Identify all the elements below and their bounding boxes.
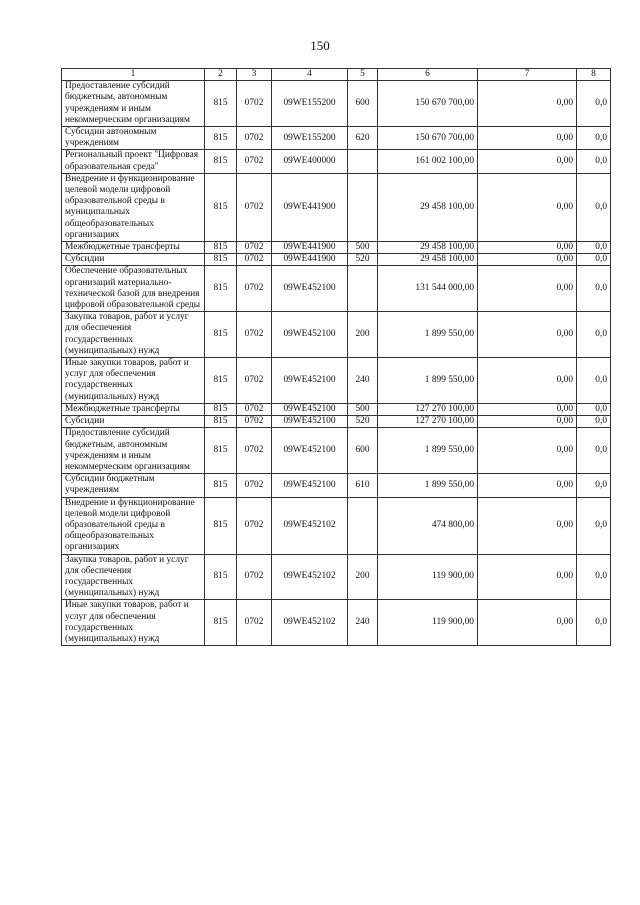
expense-type-cell: 240 [348,600,378,646]
amount-col7-cell: 0,00 [478,428,577,474]
page-number: 150 [310,38,330,53]
admin-code-cell: 815 [205,600,237,646]
amount-col8-cell: 0,0 [577,600,611,646]
amount-col7-cell: 0,00 [478,358,577,404]
header-cell: 7 [478,69,577,81]
expense-type-cell [348,173,378,241]
amount-col7-cell: 0,00 [478,127,577,150]
header-cell: 1 [62,69,205,81]
amount-col8-cell: 0,0 [577,173,611,241]
section-code-cell: 0702 [237,127,272,150]
section-code-cell: 0702 [237,173,272,241]
amount-col8-cell: 0,0 [577,312,611,358]
target-article-cell: 09WE452100 [272,428,348,474]
expense-type-cell: 520 [348,254,378,266]
section-code-cell: 0702 [237,416,272,428]
expense-type-cell [348,266,378,312]
target-article-cell: 09WE441900 [272,254,348,266]
admin-code-cell: 815 [205,150,237,173]
amount-col8-cell: 0,0 [577,266,611,312]
target-article-cell: 09WE452102 [272,600,348,646]
header-cell: 6 [378,69,478,81]
section-code-cell: 0702 [237,266,272,312]
row-name-cell: Межбюджетные трансферты [62,242,205,254]
admin-code-cell: 815 [205,81,237,127]
expense-type-cell: 610 [348,474,378,497]
expense-type-cell [348,497,378,554]
amount-col8-cell: 0,0 [577,416,611,428]
expense-type-cell: 200 [348,554,378,600]
header-cell: 3 [237,69,272,81]
section-code-cell: 0702 [237,497,272,554]
amount-cell: 1 899 550,00 [378,312,478,358]
amount-col8-cell: 0,0 [577,403,611,415]
admin-code-cell: 815 [205,266,237,312]
budget-table [61,68,611,646]
amount-col8-cell: 0,0 [577,428,611,474]
table-body [62,81,611,646]
amount-col7-cell: 0,00 [478,312,577,358]
target-article-cell: 09WE441900 [272,173,348,241]
amount-cell: 29 458 100,00 [378,254,478,266]
amount-cell: 474 800,00 [378,497,478,554]
amount-col7-cell: 0,00 [478,416,577,428]
row-name-cell: Региональный проект "Цифровая образовательная среда" [62,150,205,173]
target-article-cell: 09WE155200 [272,127,348,150]
amount-col8-cell: 0,0 [577,242,611,254]
table-row [62,416,611,428]
row-name-cell: Субсидии бюджетным учреждениям [62,474,205,497]
header-cell: 2 [205,69,237,81]
table-row [62,266,611,312]
table-row [62,254,611,266]
amount-col7-cell: 0,00 [478,150,577,173]
amount-col8-cell: 0,0 [577,127,611,150]
amount-col8-cell: 0,0 [577,81,611,127]
section-code-cell: 0702 [237,312,272,358]
expense-type-cell: 200 [348,312,378,358]
amount-col8-cell: 0,0 [577,254,611,266]
section-code-cell: 0702 [237,403,272,415]
amount-col8-cell: 0,0 [577,554,611,600]
table-row [62,403,611,415]
section-code-cell: 0702 [237,254,272,266]
target-article-cell: 09WE441900 [272,242,348,254]
amount-cell: 127 270 100,00 [378,403,478,415]
amount-cell: 1 899 550,00 [378,358,478,404]
row-name-cell: Предоставление субсидий бюджетным, автономным учреждениям и иным некоммерческим организациям [62,428,205,474]
amount-col8-cell: 0,0 [577,497,611,554]
table-row [62,127,611,150]
amount-col8-cell: 0,0 [577,474,611,497]
amount-cell: 127 270 100,00 [378,416,478,428]
expense-type-cell: 500 [348,242,378,254]
admin-code-cell: 815 [205,474,237,497]
row-name-cell: Иные закупки товаров, работ и услуг для обеспечения государственных (муниципальных) нужд [62,358,205,404]
section-code-cell: 0702 [237,358,272,404]
target-article-cell: 09WE452102 [272,497,348,554]
amount-col7-cell: 0,00 [478,403,577,415]
admin-code-cell: 815 [205,497,237,554]
section-code-cell: 0702 [237,554,272,600]
row-name-cell: Межбюджетные трансферты [62,403,205,415]
table-row [62,474,611,497]
section-code-cell: 0702 [237,600,272,646]
amount-col7-cell: 0,00 [478,242,577,254]
section-code-cell: 0702 [237,428,272,474]
section-code-cell: 0702 [237,150,272,173]
amount-cell: 29 458 100,00 [378,173,478,241]
amount-cell: 150 670 700,00 [378,81,478,127]
amount-cell: 1 899 550,00 [378,428,478,474]
amount-col7-cell: 0,00 [478,474,577,497]
table-row [62,242,611,254]
table-row [62,150,611,173]
amount-col8-cell: 0,0 [577,358,611,404]
table-row [62,428,611,474]
amount-cell: 150 670 700,00 [378,127,478,150]
target-article-cell: 09WE452100 [272,358,348,404]
row-name-cell: Иные закупки товаров, работ и услуг для обеспечения государственных (муниципальных) нужд [62,600,205,646]
table-header-row [62,69,611,81]
admin-code-cell: 815 [205,242,237,254]
admin-code-cell: 815 [205,416,237,428]
expense-type-cell [348,150,378,173]
row-name-cell: Предоставление субсидий бюджетным, автономным учреждениям и иным некоммерческим организациям [62,81,205,127]
section-code-cell: 0702 [237,474,272,497]
amount-col8-cell: 0,0 [577,150,611,173]
amount-col7-cell: 0,00 [478,81,577,127]
row-name-cell: Субсидии [62,254,205,266]
amount-cell: 131 544 000,00 [378,266,478,312]
amount-col7-cell: 0,00 [478,173,577,241]
amount-col7-cell: 0,00 [478,600,577,646]
expense-type-cell: 500 [348,403,378,415]
table-row [62,173,611,241]
amount-cell: 29 458 100,00 [378,242,478,254]
admin-code-cell: 815 [205,312,237,358]
target-article-cell: 09WE452100 [272,474,348,497]
amount-cell: 1 899 550,00 [378,474,478,497]
section-code-cell: 0702 [237,81,272,127]
amount-col7-cell: 0,00 [478,554,577,600]
target-article-cell: 09WE452100 [272,266,348,312]
admin-code-cell: 815 [205,173,237,241]
header-cell: 5 [348,69,378,81]
amount-col7-cell: 0,00 [478,266,577,312]
row-name-cell: Закупка товаров, работ и услуг для обеспечения государственных (муниципальных) нужд [62,312,205,358]
expense-type-cell: 600 [348,428,378,474]
amount-cell: 119 900,00 [378,554,478,600]
expense-type-cell: 240 [348,358,378,404]
amount-cell: 119 900,00 [378,600,478,646]
row-name-cell: Обеспечение образовательных организаций материально-технической базой для внедрения цифровой образовательной среды [62,266,205,312]
target-article-cell: 09WE452102 [272,554,348,600]
target-article-cell: 09WE452100 [272,416,348,428]
header-cell: 4 [272,69,348,81]
amount-col7-cell: 0,00 [478,254,577,266]
target-article-cell: 09WE452100 [272,403,348,415]
expense-type-cell: 520 [348,416,378,428]
table-row [62,554,611,600]
row-name-cell: Субсидии автономным учреждениям [62,127,205,150]
target-article-cell: 09WE155200 [272,81,348,127]
table-row [62,497,611,554]
admin-code-cell: 815 [205,428,237,474]
section-code-cell: 0702 [237,242,272,254]
table-row [62,81,611,127]
row-name-cell: Закупка товаров, работ и услуг для обеспечения государственных (муниципальных) нужд [62,554,205,600]
expense-type-cell: 620 [348,127,378,150]
admin-code-cell: 815 [205,358,237,404]
row-name-cell: Внедрение и функционирование целевой модели цифровой образовательной среды в общеобразовательных организациях [62,497,205,554]
admin-code-cell: 815 [205,554,237,600]
row-name-cell: Внедрение и функционирование целевой модели цифровой образовательной среды в муниципальных общеобразовательных организациях [62,173,205,241]
table-row [62,312,611,358]
admin-code-cell: 815 [205,127,237,150]
amount-cell: 161 002 100,00 [378,150,478,173]
admin-code-cell: 815 [205,254,237,266]
amount-col7-cell: 0,00 [478,497,577,554]
table-row [62,600,611,646]
target-article-cell: 09WE452100 [272,312,348,358]
target-article-cell: 09WE400000 [272,150,348,173]
table-row [62,358,611,404]
header-cell: 8 [577,69,611,81]
expense-type-cell: 600 [348,81,378,127]
row-name-cell: Субсидии [62,416,205,428]
admin-code-cell: 815 [205,403,237,415]
